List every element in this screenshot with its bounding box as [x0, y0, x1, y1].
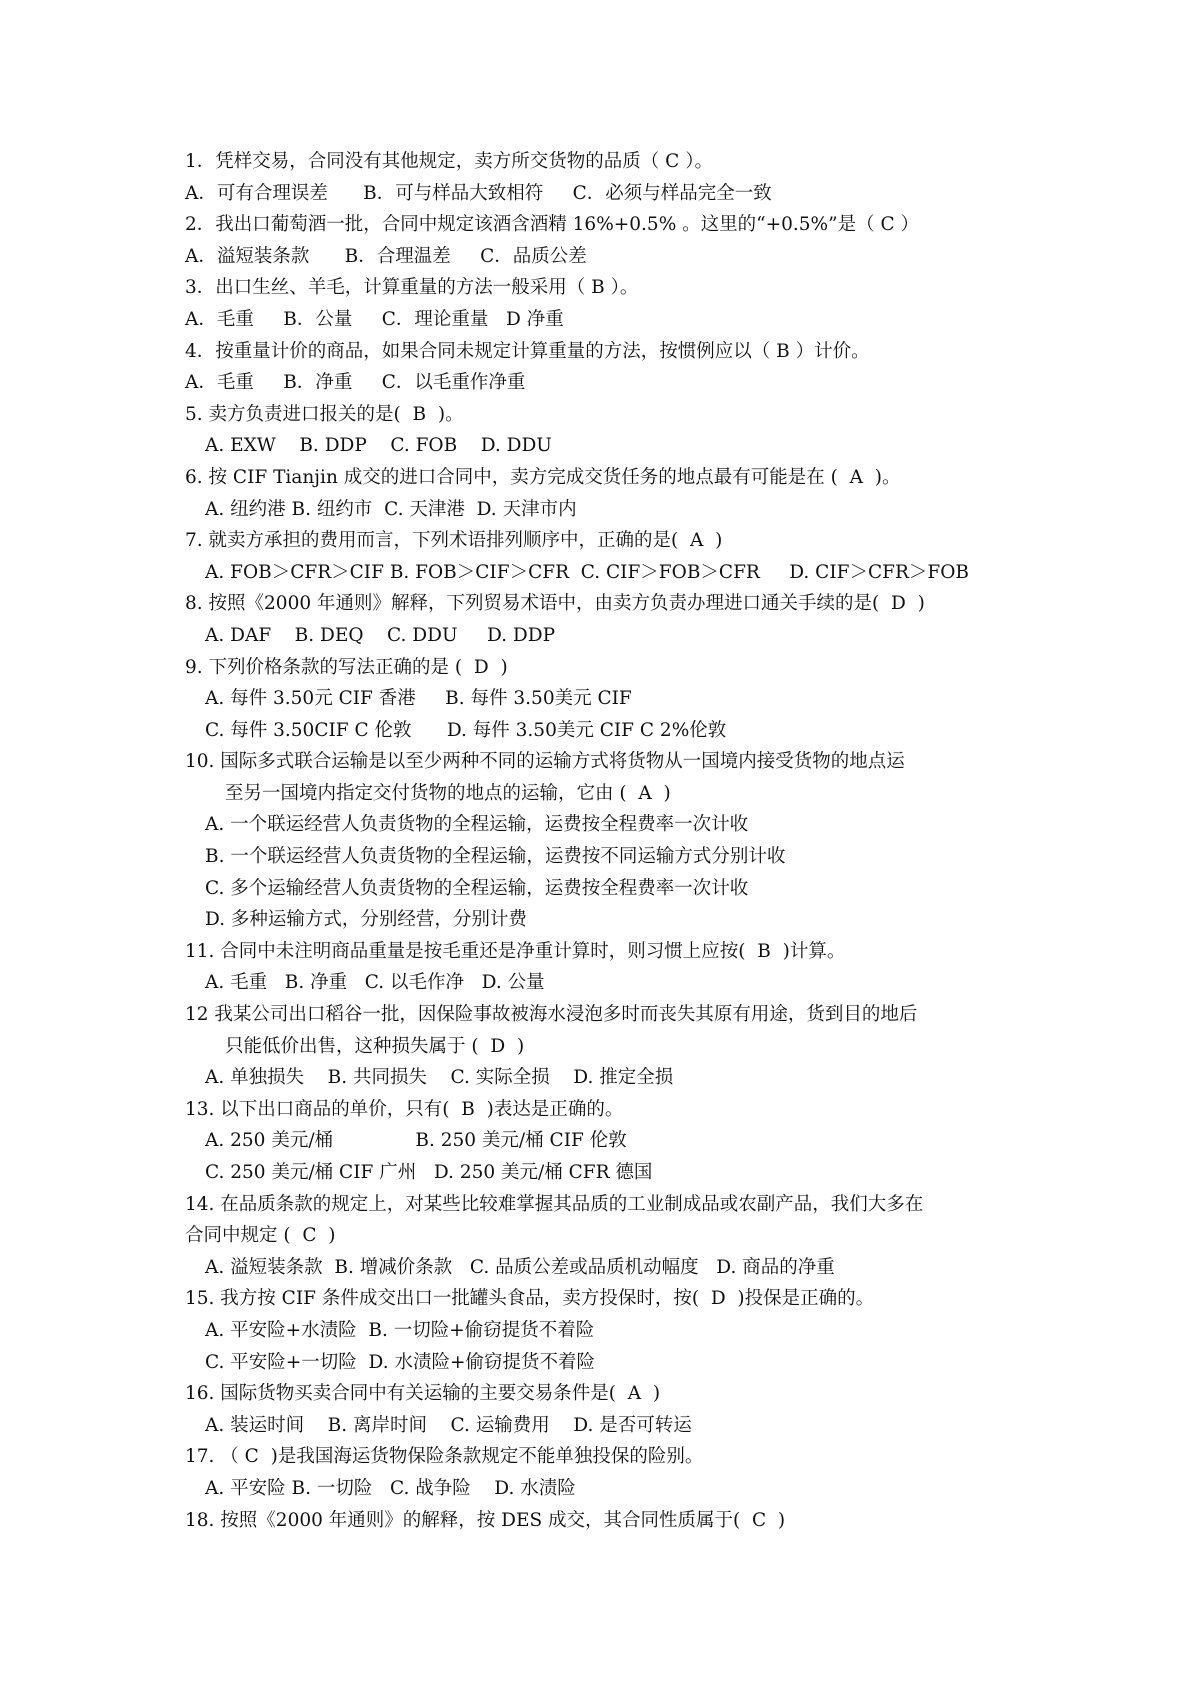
text-line: C. 多个运输经营人负责货物的全程运输，运费按全程费率一次计收 [205, 877, 749, 899]
text-line: 2．我出口葡萄酒一批，合同中规定该酒含酒精 16%+0.5% 。这里的“+0.5%”是（ C ） [185, 214, 919, 236]
text-line: A. 纽约港 B. 纽约市 C. 天津港 D. 天津市内 [205, 498, 577, 520]
text-line: A. 装运时间 B. 离岸时间 C. 运输费用 D. 是否可转运 [205, 1414, 692, 1436]
text-line: 至另一国境内指定交付货物的地点的运输，它由 ( A ) [225, 782, 671, 804]
text-line: 18. 按照《2000 年通则》的解释，按 DES 成交，其合同性质属于( C ) [185, 1509, 786, 1531]
text-line: 3．出口生丝、羊毛，计算重量的方法一般采用（ B ）。 [185, 277, 639, 299]
text-line: 7. 就卖方承担的费用而言，下列术语排列顺序中，正确的是( A ) [185, 530, 723, 552]
text-line: C. 平安险+一切险 D. 水渍险+偷窃提货不着险 [205, 1351, 595, 1373]
text-line: 15. 我方按 CIF 条件成交出口一批罐头食品，卖方投保时，按( D )投保是正确的。 [185, 1288, 875, 1310]
text-line: A．毛重 B．净重 C．以毛重作净重 [185, 372, 526, 394]
text-line: 12 我某公司出口稻谷一批，因保险事故被海水浸泡多时而丧失其原有用途，货到目的地后 [185, 1004, 918, 1026]
text-line: 10. 国际多式联合运输是以至少两种不同的运输方式将货物从一国境内接受货物的地点运 [185, 751, 905, 773]
text-line: 4．按重量计价的商品，如果合同未规定计算重量的方法，按惯例应以（ B ）计价。 [185, 340, 870, 362]
text-line: A. EXW B. DDP C. FOB D. DDU [205, 435, 552, 457]
text-line: 1．凭样交易，合同没有其他规定，卖方所交货物的品质（ C ）。 [185, 151, 713, 172]
text-line: 6. 按 CIF Tianjin 成交的进口合同中，卖方完成交货任务的地点最有可能是在 ( A )。 [185, 466, 901, 488]
text-line: A. FOB＞CFR＞CIF B. FOB＞CIF＞CFR C. CIF＞FOB＞CFR D. CIF＞CFR＞FOB [205, 561, 969, 583]
text-line: A. 一个联运经营人负责货物的全程运输，运费按全程费率一次计收 [205, 814, 749, 836]
text-line: 5. 卖方负责进口报关的是( B )。 [185, 403, 464, 425]
text-line: A．毛重 B．公量 C．理论重量 D 净重 [185, 308, 564, 330]
text-line: A. 每件 3.50元 CIF 香港 B. 每件 3.50美元 CIF [205, 688, 632, 710]
text-line: A. 毛重 B. 净重 C. 以毛作净 D. 公量 [205, 972, 545, 994]
text-line: 13. 以下出口商品的单价，只有( B )表达是正确的。 [185, 1098, 624, 1120]
text-line: A. 单独损失 B. 共同损失 C. 实际全损 D. 推定全损 [205, 1067, 674, 1089]
text-line: 9. 下列价格条款的写法正确的是 ( D ) [185, 656, 508, 678]
text-line: 11. 合同中未注明商品重量是按毛重还是净重计算时，则习惯上应按( B )计算。 [185, 940, 846, 962]
text-line: D. 多种运输方式，分别经营，分别计费 [205, 909, 527, 931]
text-line: A. 溢短装条款 B. 增减价条款 C. 品质公差或品质机动幅度 D. 商品的净重 [205, 1256, 835, 1278]
text-line: A．溢短装条款 B．合理温差 C．品质公差 [185, 245, 587, 267]
text-line: B. 一个联运经营人负责货物的全程运输，运费按不同运输方式分别计收 [205, 846, 786, 868]
text-line: 14. 在品质条款的规定上，对某些比较难掌握其品质的工业制成品或农副产品，我们大多在 [185, 1193, 924, 1215]
text-line: 16. 国际货物买卖合同中有关运输的主要交易条件是( A ) [185, 1383, 661, 1405]
text-line: 17. （ C )是我国海运货物保险条款规定不能单独投保的险别。 [185, 1446, 704, 1468]
text-line: C. 每件 3.50CIF C 伦敦 D. 每件 3.50美元 CIF C 2%伦敦 [205, 719, 727, 741]
text-line: 只能低价出售，这种损失属于 ( D ) [225, 1035, 525, 1057]
text-line: A. 平安险 B. 一切险 C. 战争险 D. 水渍险 [205, 1477, 576, 1499]
text-line: A．可有合理误差 B．可与样品大致相符 C．必须与样品完全一致 [185, 182, 772, 204]
text-line: 8. 按照《2000 年通则》解释，下列贸易术语中，由卖方负责办理进口通关手续的是( D ) [185, 593, 925, 615]
text-line: A. 平安险+水渍险 B. 一切险+偷窃提货不着险 [205, 1319, 595, 1341]
text-line: A. 250 美元/桶 B. 250 美元/桶 CIF 伦敦 [205, 1130, 627, 1152]
text-line: 合同中规定 ( C ) [185, 1225, 336, 1247]
document-page [185, 146, 1045, 1536]
text-line: A. DAF B. DEQ C. DDU D. DDP [205, 624, 556, 646]
text-line: C. 250 美元/桶 CIF 广州 D. 250 美元/桶 CFR 德国 [205, 1162, 653, 1183]
